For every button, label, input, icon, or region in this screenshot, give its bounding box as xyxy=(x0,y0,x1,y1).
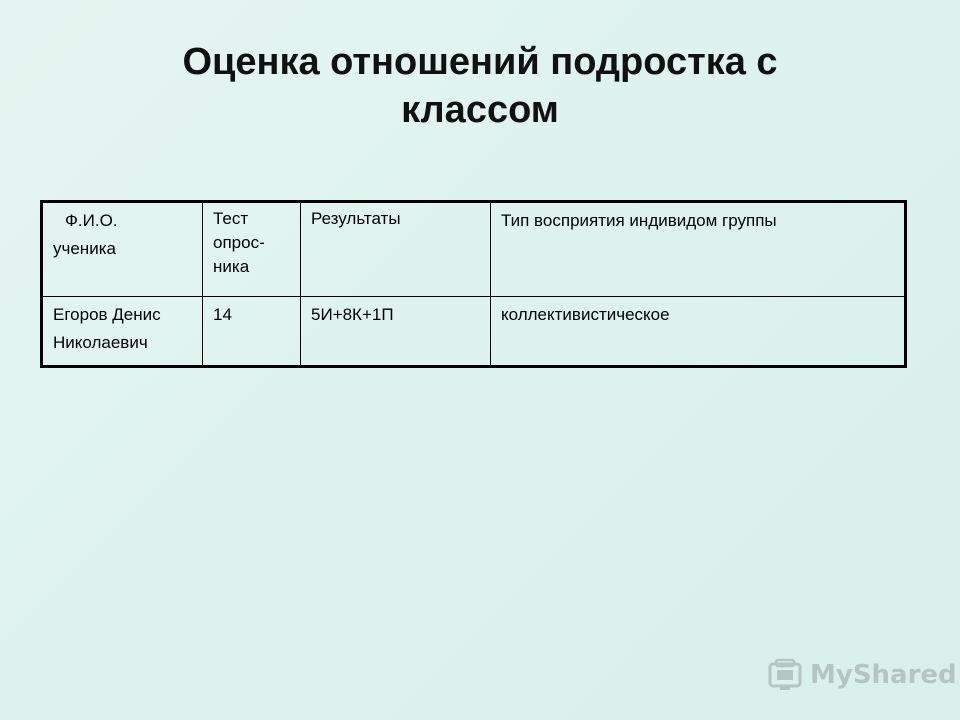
table-header-row xyxy=(42,202,906,297)
cell-results-value: 5И+8К+1П xyxy=(311,305,394,324)
header-test xyxy=(203,202,301,297)
header-type-label: Тип восприятия индивидом группы xyxy=(501,211,777,230)
slide-title-line2: классом xyxy=(401,89,559,131)
header-test-line2: опрос- xyxy=(213,233,265,252)
cell-fio-line2: Николаевич xyxy=(53,333,148,352)
cell-test xyxy=(203,297,301,367)
cell-type xyxy=(491,297,906,367)
header-results-label: Результаты xyxy=(311,209,401,228)
slide-title xyxy=(80,38,880,134)
table-row xyxy=(42,297,906,367)
header-type xyxy=(491,202,906,297)
cell-fio-line1: Егоров Денис xyxy=(53,305,161,324)
cell-fio xyxy=(42,297,203,367)
header-test-line1: Тест xyxy=(213,209,249,228)
myshared-watermark xyxy=(766,655,957,695)
myshared-logo-icon xyxy=(766,656,804,694)
header-fio xyxy=(42,202,203,297)
cell-results xyxy=(301,297,491,367)
header-test-line3: ника xyxy=(213,257,250,276)
cell-test-value: 14 xyxy=(213,305,232,324)
results-table xyxy=(40,200,907,368)
header-results xyxy=(301,202,491,297)
header-fio-line2: ученика xyxy=(53,239,116,258)
myshared-watermark-text: MyShared xyxy=(810,660,957,690)
header-fio-line1: Ф.И.О. xyxy=(65,211,118,230)
slide-title-line1: Оценка отношений подростка с xyxy=(182,41,778,83)
cell-type-value: коллективистическое xyxy=(501,305,670,324)
